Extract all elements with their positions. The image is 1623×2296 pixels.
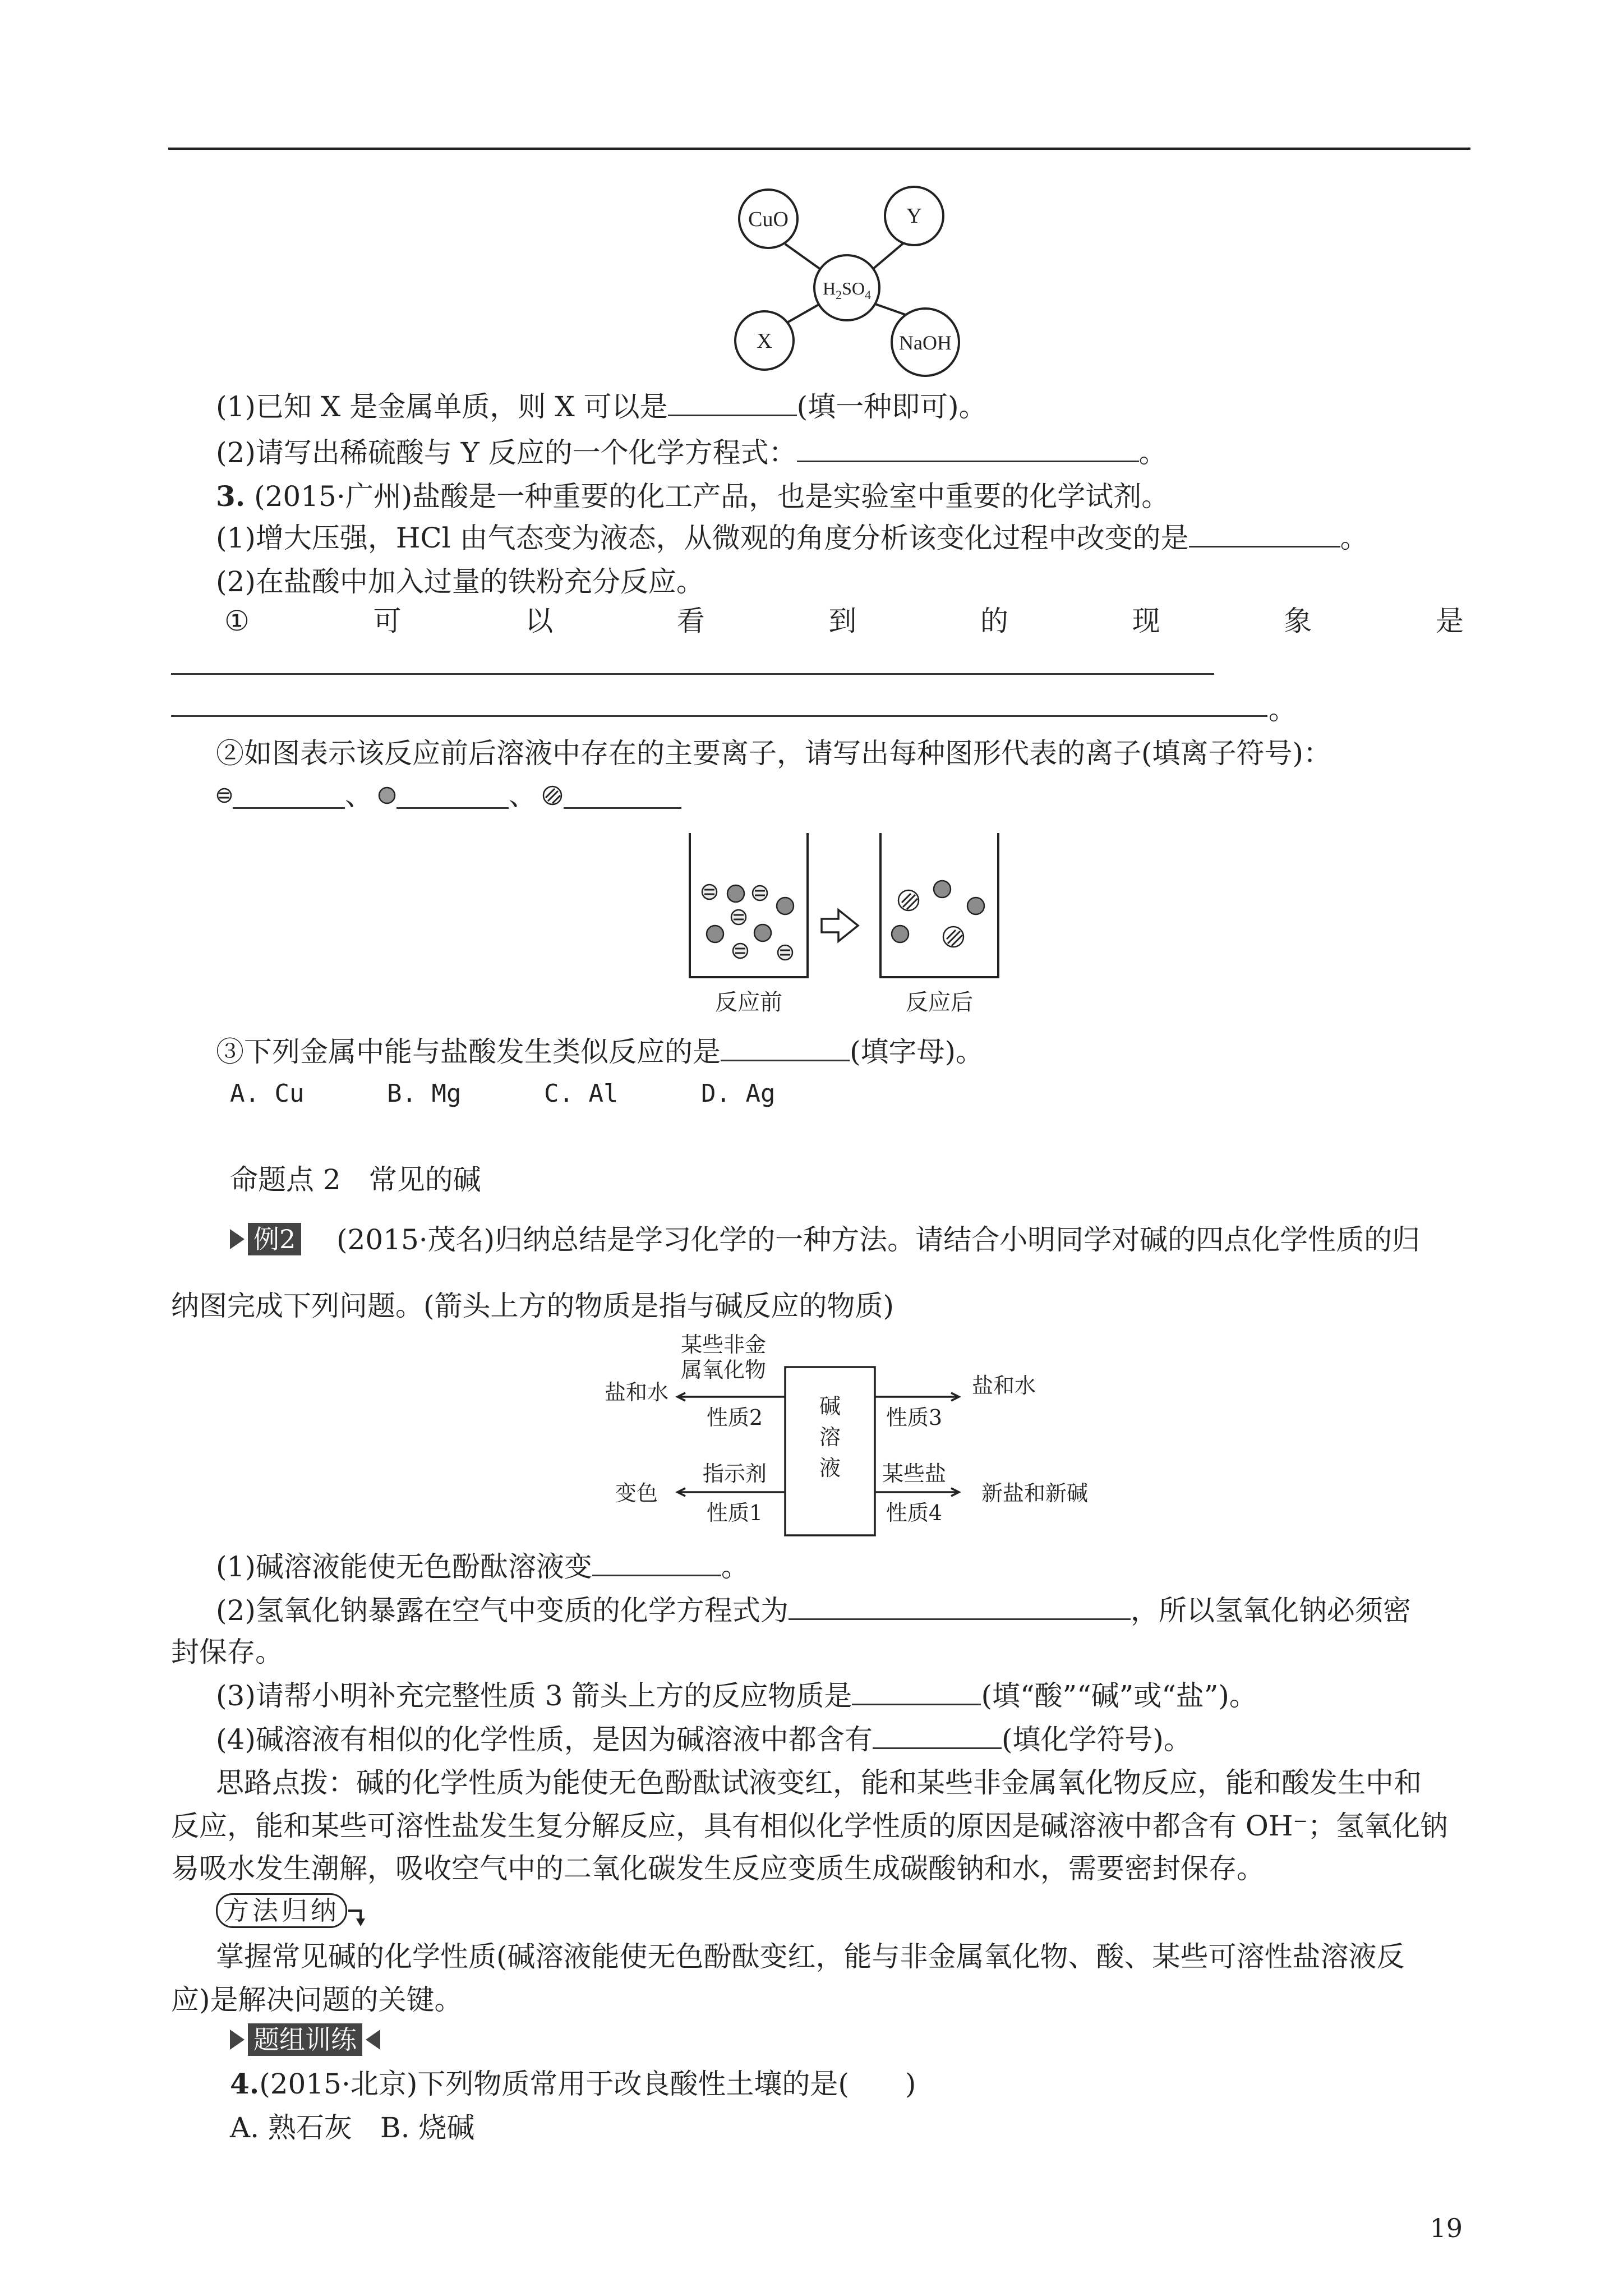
nonmetal-oxide-label-2: 属氧化物 (680, 1358, 767, 1382)
section-title: 命题点 2 常见的碱 (230, 1163, 481, 1196)
arrow-down-icon (347, 1894, 370, 1927)
q3-line-metal: ③下列金属中能与盐酸发生类似反应的是 (填字母)。 (216, 1036, 984, 1068)
cuo-label: CuO (748, 208, 789, 231)
y-label: Y (906, 204, 922, 228)
ex2-q2-cont: 封保存。 (171, 1636, 283, 1668)
base-properties-diagram (594, 1327, 1110, 1540)
ion-gray (754, 924, 771, 941)
q3-spread-prompt: ① 可 以 看 到 的 现 象 是 (224, 605, 1464, 637)
color-change-label: 变色 (615, 1481, 658, 1506)
gray-ion-icon (377, 786, 396, 805)
training-q4-options: A. 熟石灰 B. 烧碱 (230, 2111, 475, 2144)
box-char-3: 液 (819, 1456, 841, 1480)
dashed-ion-icon (216, 787, 233, 804)
nonmetal-oxide-label-1: 某些非金 (680, 1332, 767, 1357)
property-4-label: 性质4 (886, 1501, 943, 1525)
ion-dash (702, 885, 717, 899)
q2-line-1: (1)已知 X 是金属单质，则 X 可以是 (填一种即可)。 (216, 390, 987, 423)
method-line-2: 应)是解决问题的关键。 (171, 1984, 463, 2016)
ion-dash (778, 945, 792, 960)
play-icon (230, 2030, 245, 2050)
ion-gray (727, 885, 744, 902)
h2so4-label: $H_2SO_4$ (822, 278, 872, 302)
ion-gray (967, 898, 984, 914)
method-line-1: 掌握常见碱的化学性质(碱溶液能使无色酚酞变红，能与非金属氧化物、酸、某些可溶性盐溶液反 (216, 1940, 1405, 1973)
answer-line-end: 。 (1269, 693, 1297, 726)
q2-line-2: (2)请写出稀硫酸与 Y 反应的一个化学方程式： 。 (216, 436, 1167, 469)
salt-water-left: 盐和水 (604, 1380, 669, 1405)
after-label: 反应后 (906, 990, 973, 1015)
new-salt-base-label: 新盐和新碱 (981, 1481, 1089, 1506)
q3-line-1: (1)增大压强，HCl 由气态变为液态，从微观的角度分析该变化过程中改变的是 。 (216, 522, 1368, 554)
answer-line-2 (171, 715, 1267, 717)
ion-hatch (898, 890, 919, 910)
ex2-q2: (2)氢氧化钠暴露在空气中变质的化学方程式为 ，所以氢氧化钠必须密 (216, 1594, 1411, 1627)
ex2-q3: (3)请帮小明补充完整性质 3 箭头上方的反应物质是 (填“酸”“碱”或“盐”)。 (216, 1680, 1257, 1712)
box-char-2: 溶 (819, 1425, 841, 1450)
h2so4-reaction-diagram (729, 182, 976, 379)
hatched-ion-icon (541, 784, 564, 807)
ion-answer-line: 、 、 (216, 777, 681, 814)
ion-gray (777, 898, 794, 914)
salt-water-right: 盐和水 (971, 1373, 1036, 1398)
example2-line-1: (2015·茂名)归纳总结是学习化学的一种方法。请结合小明同学对碱的四点化学性质的归 (336, 1223, 1421, 1256)
metal-options: A. Cu B. Mg C. Al D. Ag (230, 1079, 776, 1108)
q3-title: 3. (2015·广州)盐酸是一种重要的化工产品，也是实验室中重要的化学试剂。 (216, 480, 1170, 513)
page-number: 19 (1430, 2213, 1463, 2243)
ion-gray (707, 926, 723, 942)
training-q4: 4.(2015·北京)下列物质常用于改良酸性土壤的是( ) (230, 2067, 916, 2100)
answer-line-1 (171, 673, 1214, 675)
example2-line-2: 纳图完成下列问题。(箭头上方的物质是指与碱反应的物质) (171, 1290, 895, 1322)
ion-gray (892, 926, 909, 942)
training-badge: 题组训练 (230, 2023, 380, 2056)
hint-line-2: 反应，能和某些可溶性盐发生复分解反应，具有相似化学性质的原因是碱溶液中都含有 OH⁻；氢氧化钠 (171, 1810, 1448, 1842)
example-badge: 例2 (230, 1223, 301, 1255)
ion-dash (731, 910, 746, 924)
box-char-1: 碱 (819, 1394, 841, 1419)
q3-line-2: (2)在盐酸中加入过量的铁粉充分反应。 (216, 565, 704, 598)
beaker-reaction-figure (679, 830, 1026, 1021)
play-icon (230, 1229, 245, 1249)
hint-line-3: 易吸水发生潮解，吸收空气中的二氧化碳发生反应变质生成碳酸钠和水，需要密封保存。 (171, 1852, 1265, 1885)
ex2-q4: (4)碱溶液有相似的化学性质，是因为碱溶液中都含有 (填化学符号)。 (216, 1723, 1192, 1756)
header-rule (168, 148, 1470, 150)
reverse-play-icon (366, 2030, 380, 2050)
ion-gray (934, 881, 951, 898)
ex2-q1: (1)碱溶液能使无色酚酞溶液变 。 (216, 1550, 749, 1583)
hint-line-1: 思路点拨：碱的化学性质为能使无色酚酞试液变红，能和某些非金属氧化物反应，能和酸发生中和 (216, 1766, 1422, 1799)
ion-hatch (943, 927, 963, 947)
indicator-label: 指示剂 (702, 1461, 767, 1486)
q3-line-ions: ②如图表示该反应前后溶液中存在的主要离子，请写出每种图形代表的离子(填离子符号)： (216, 737, 1332, 770)
x-label: X (757, 329, 772, 353)
ion-dash (733, 944, 748, 958)
naoh-label: NaOH (899, 332, 952, 354)
ion-dash (753, 886, 767, 900)
method-badge: 方 法 归 纳 (216, 1893, 370, 1928)
property-2-label: 性质2 (706, 1405, 763, 1430)
property-3-label: 性质3 (886, 1405, 943, 1430)
before-label: 反应前 (715, 990, 782, 1015)
some-salt-label: 某些盐 (882, 1461, 947, 1486)
property-1-label: 性质1 (706, 1501, 763, 1525)
